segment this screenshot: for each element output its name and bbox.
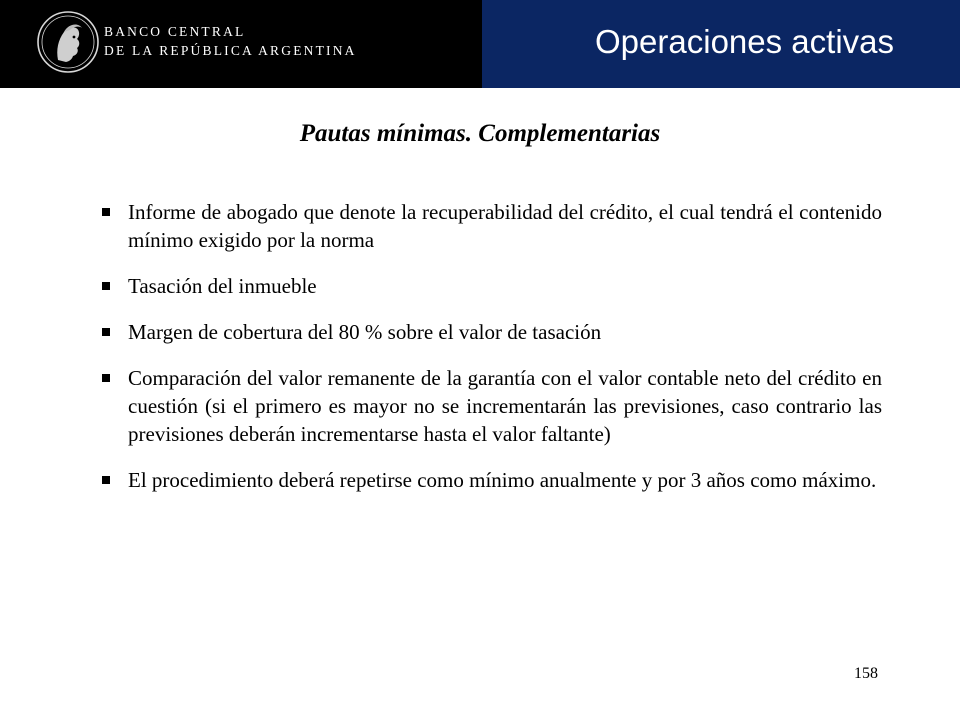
- bullet-text: El procedimiento deberá repetirse como mínimo anualmente y por 3 años como máximo.: [128, 468, 877, 492]
- slide-header: [0, 0, 960, 88]
- bullet-item: [100, 272, 882, 300]
- section-title: Operaciones activas: [595, 23, 894, 60]
- bullet-item: [100, 364, 882, 448]
- header-left-band: [0, 0, 482, 88]
- square-bullet-icon: [102, 328, 110, 336]
- bullet-text: Margen de cobertura del 80 % sobre el valor de tasación: [128, 320, 602, 344]
- square-bullet-icon: [102, 282, 110, 290]
- bullet-text: Informe de abogado que denote la recuperabilidad del crédito, el cual tendrá el contenido mínimo exigido por la norma: [128, 200, 882, 252]
- bank-name: [104, 22, 357, 60]
- bullet-item: [100, 318, 882, 346]
- square-bullet-icon: [102, 208, 110, 216]
- square-bullet-icon: [102, 374, 110, 382]
- slide-title: Pautas mínimas. Complementarias: [299, 120, 661, 147]
- bullet-item: [100, 198, 882, 254]
- page-number: 158: [854, 665, 878, 682]
- square-bullet-icon: [102, 476, 110, 484]
- bullet-item: [100, 466, 882, 494]
- bullet-list: [100, 198, 882, 512]
- bank-name-line1: BANCO CENTRAL: [104, 24, 246, 39]
- bank-name-line2: DE LA REPÚBLICA ARGENTINA: [104, 43, 357, 58]
- bullet-text: Tasación del inmueble: [128, 274, 317, 298]
- bullet-text: Comparación del valor remanente de la garantía con el valor contable neto del crédito en cuestión (si el primero es mayor no se incrementarán las previsiones, caso contrario las previsiones deberán incrementarse hasta el valor faltante): [128, 366, 882, 446]
- bank-seal-icon: [36, 10, 100, 74]
